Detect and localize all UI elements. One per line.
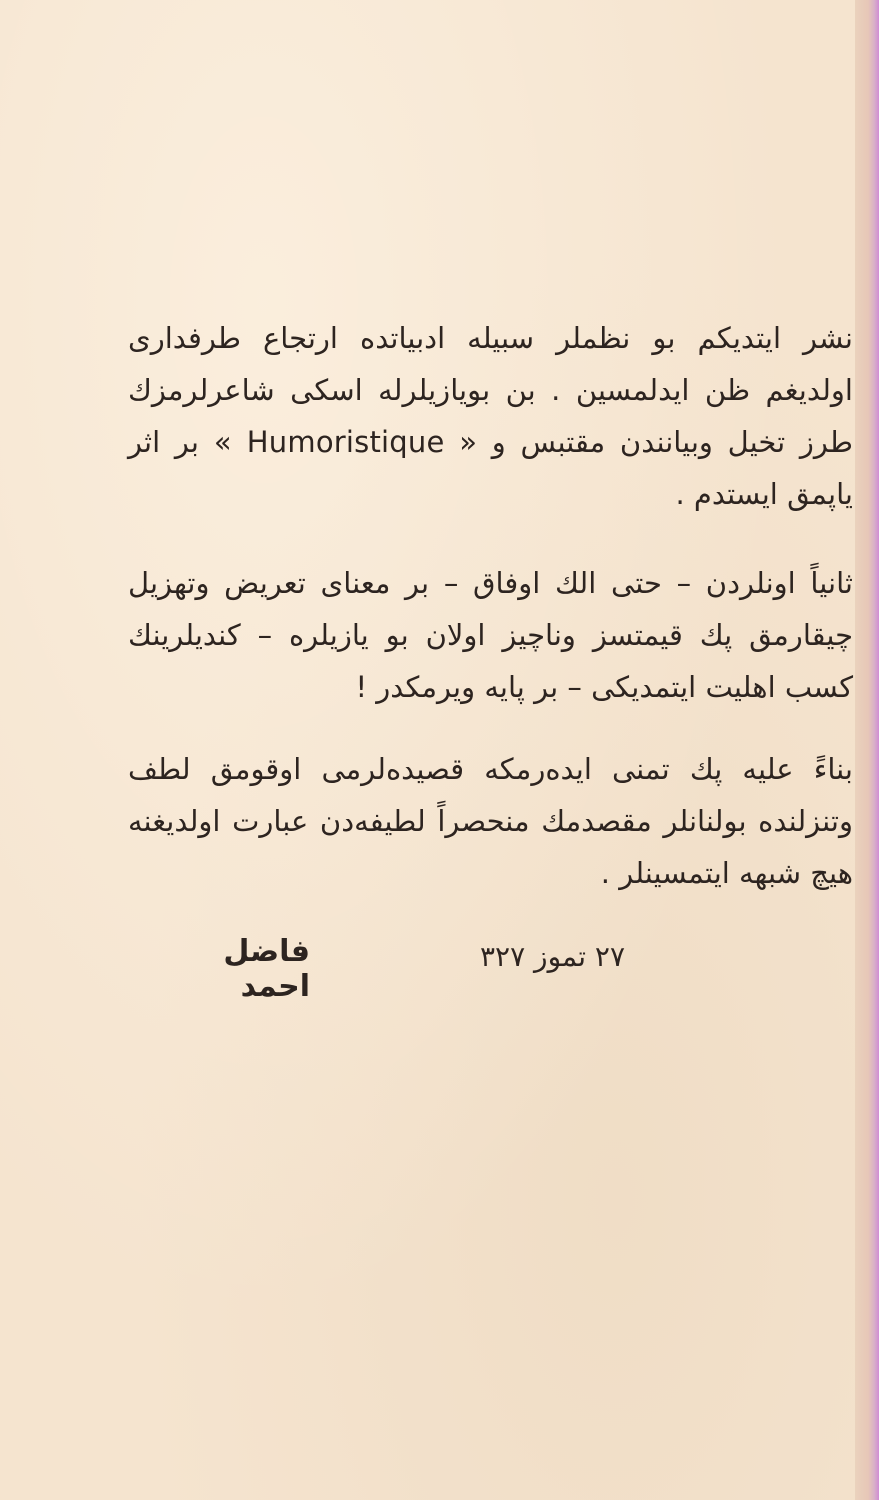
paragraph-1-text-b: » بر اثر یاپمق ایستدم . bbox=[128, 425, 853, 511]
paragraph-2: ثانیاً اونلردن – حتی الك اوفاق – بر معنای تعریض وتهزیل چیقارمق پك قیمتسز وناچیز اولان بو یازیلره – کندیلرینك کسب اهلیت ایتمدیکی – بر پایه ویرمکدر ! bbox=[128, 566, 853, 704]
paragraph-3: بناءً علیه پك تمنی ایدەرمکه قصیدەلرمی اوقومق لطف وتنزلنده بولنانلر مقصدمك منحصراً لطیفەدن عبارت اولدیغنه هیچ شبهه ایتمسینلر . bbox=[128, 752, 853, 890]
date-line: ۲۷ تموز ۳۲۷ bbox=[480, 940, 625, 973]
paragraph-1 bbox=[128, 312, 853, 520]
paragraph-1-text-a: نشر ایتدیکم بو نظملر سبیله ادبیاتده ارتجاع طرفداری اولدیغم ظن ایدلمسین . بن بویازیلرله اسکی شاعرلرمزك طرز تخیل وبیانندن مقتبس و « bbox=[128, 321, 854, 459]
paragraph-1-latin-word: Humoristique bbox=[246, 425, 445, 459]
page-edge-tint bbox=[855, 0, 879, 1500]
author-signature: فاضل احمد bbox=[223, 934, 310, 1004]
closing-row bbox=[150, 934, 850, 1004]
